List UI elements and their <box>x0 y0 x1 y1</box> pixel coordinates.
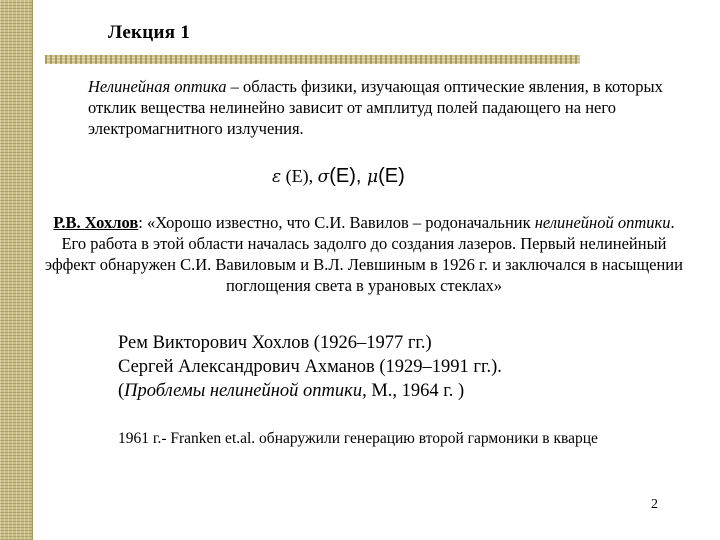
decorative-side-bar <box>0 0 33 540</box>
biography-block <box>118 331 678 403</box>
bio-line-akhmanov: Сергей Александрович Ахманов (1929–1991 гг.). <box>118 357 502 377</box>
bio-line-book <box>118 379 678 403</box>
mu-argument: (E) <box>378 165 405 187</box>
formula <box>272 165 405 188</box>
quote-text-part2: . Его работа в этой области началась задолго до создания лазеров. Первый нелинейный эффект обнаружен С.И. Вавиловым и В.Л. Левшиным в 1926 г. и заключался в насыщении поглощения света в урановых стеклах» <box>45 213 683 295</box>
bio-line-khokhlov: Рем Викторович Хохлов (1926–1977 гг.) <box>118 333 432 353</box>
page-number: 2 <box>651 497 658 512</box>
quote-text-part1: : «Хорошо известно, что С.И. Вавилов – родоначальник <box>138 213 535 232</box>
definition-text: – область физики, изучающая оптические явления, в которых отклик вещества нелинейно зависит от амплитуд полей падающего на него электромагнитного излучения. <box>88 77 663 138</box>
sigma-argument: (E), <box>329 165 367 187</box>
mu-symbol: μ <box>367 167 379 187</box>
epsilon-symbol: ε <box>272 167 282 187</box>
franken-note: 1961 г.- Franken et.al. обнаружили генерацию второй гармоники в кварце <box>118 430 598 447</box>
book-title: Проблемы нелинейной оптики <box>124 381 363 401</box>
definition-paragraph <box>88 76 688 139</box>
slide-title: Лекция 1 <box>108 22 191 43</box>
title-divider <box>45 55 580 64</box>
quote-paragraph <box>40 212 688 296</box>
book-details: , М., 1964 г. ) <box>362 381 465 401</box>
book-open-paren: ( <box>118 381 125 401</box>
definition-term: Нелинейная оптика <box>88 77 227 96</box>
quote-author: Р.В. Хохлов <box>53 213 139 232</box>
sigma-symbol: σ <box>317 167 330 187</box>
quote-emphasis: нелинейной оптики <box>534 213 671 232</box>
epsilon-argument: (E), <box>281 166 318 186</box>
